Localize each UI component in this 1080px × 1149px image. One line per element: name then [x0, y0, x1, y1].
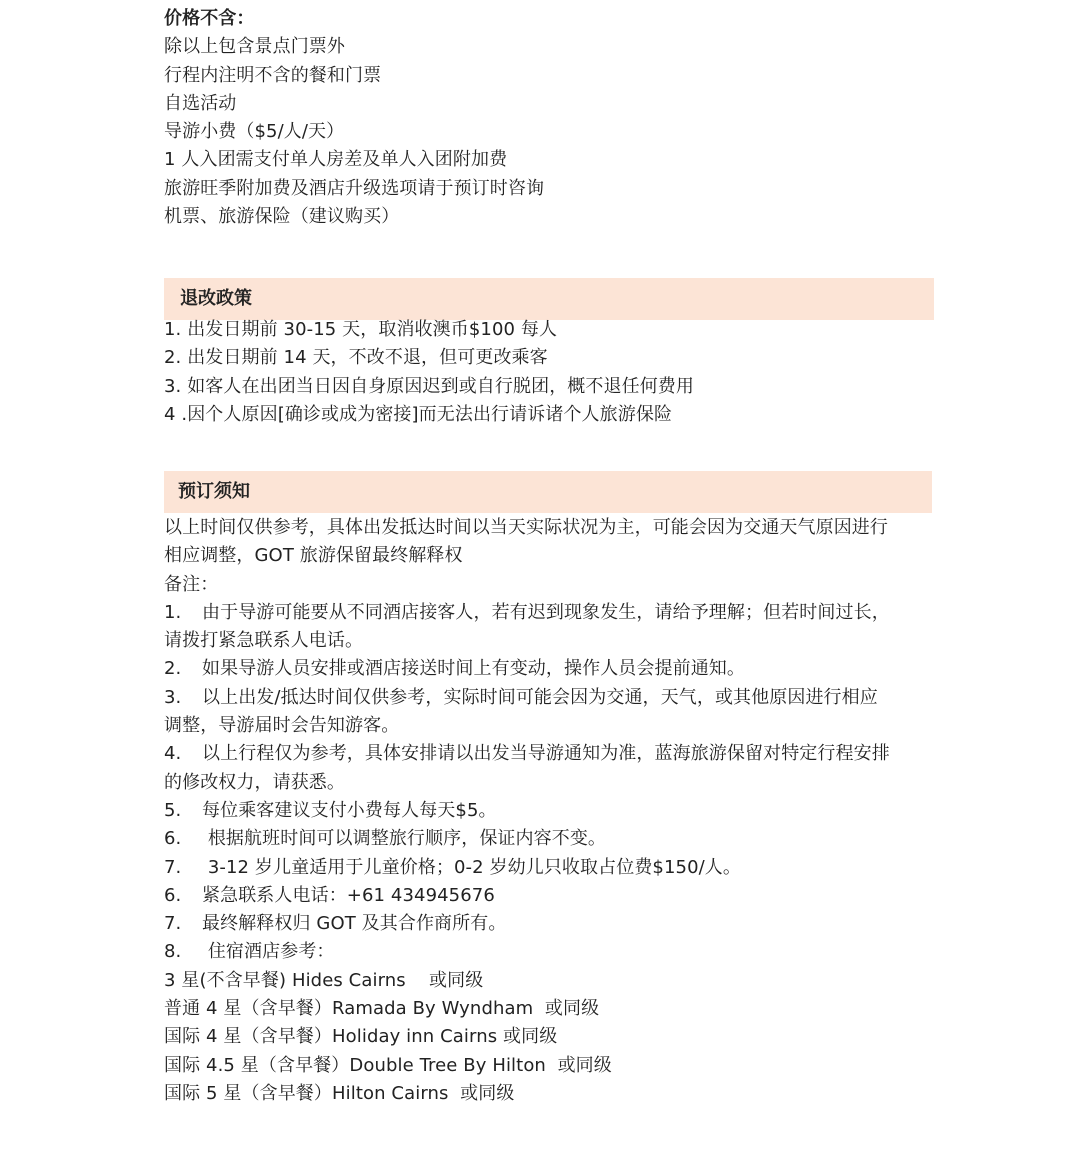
hotel-reference-item: 国际 5 星（含早餐）Hilton Cairns 或同级: [164, 1082, 515, 1104]
price-excludes-section: [164, 5, 934, 231]
hotel-reference-item: 普通 4 星（含早餐）Ramada By Wyndham 或同级: [164, 998, 600, 1020]
note-text: 最终解释权归 GOT 及其合作商所有。: [202, 913, 507, 935]
note-number: 1.: [164, 601, 182, 623]
note-number: 8.: [164, 941, 182, 963]
note-item: [164, 938, 934, 966]
booking-intro-line: 相应调整，GOT 旅游保留最终解释权: [164, 545, 463, 567]
refund-policy-item: 1. 出发日期前 30-15 天，取消收澳币$100 每人: [164, 319, 558, 340]
note-number: 6.: [164, 828, 182, 850]
note-number: 6.: [164, 884, 182, 906]
note-item: [164, 825, 934, 853]
hotel-reference-item: 国际 4 星（含早餐）Holiday inn Cairns 或同级: [164, 1026, 558, 1048]
excluded-item: 除以上包含景点门票外: [164, 36, 345, 58]
note-text: 根据航班时间可以调整旅行顺序，保证内容不变。: [202, 828, 607, 850]
booking-intro-line: 以上时间仅供参考，具体出发抵达时间以当天实际状况为主，可能会因为交通天气原因进行: [164, 517, 888, 538]
note-text: 紧急联系人电话：+61 434945676: [202, 884, 495, 906]
hotel-reference-item: 3 星(不含早餐) Hides Cairns 或同级: [164, 969, 484, 991]
note-text-continued: 的修改权力，请获悉。: [164, 771, 345, 793]
excluded-item: 自选活动: [164, 92, 237, 114]
note-item: [164, 882, 934, 910]
note-number: 7.: [164, 856, 182, 878]
note-text: 以上行程仅为参考，具体安排请以出发当导游通知为准，蓝海旅游保留对特定行程安排: [202, 743, 890, 765]
note-number: 2.: [164, 658, 182, 680]
note-text: 每位乘客建议支付小费每人每天$5。: [202, 799, 497, 821]
refund-policy-section: [164, 316, 934, 429]
price-excludes-title: 价格不含：: [164, 8, 255, 29]
hotel-reference-item: 国际 4.5 星（含早餐）Double Tree By Hilton 或同级: [164, 1054, 612, 1076]
note-text: 如果导游人员安排或酒店接送时间上有变动，操作人员会提前通知。: [202, 658, 745, 680]
refund-policy-item: 4 .因个人原因[确诊或成为密接]而无法出行请诉诸个人旅游保险: [164, 403, 673, 425]
refund-policy-title: 退改政策: [180, 288, 252, 309]
note-text-continued: 请拨打紧急联系人电话。: [164, 630, 364, 652]
booking-notice-title: 预订须知: [178, 481, 250, 502]
excluded-item: 导游小费（$5/人/天）: [164, 121, 345, 143]
note-text-continued: 调整，导游届时会告知游客。: [164, 715, 400, 737]
note-number: 5.: [164, 799, 182, 821]
booking-notice-header: [164, 471, 932, 513]
excluded-item: 1 人入团需支付单人房差及单人入团附加费: [164, 149, 508, 171]
note-number: 3.: [164, 686, 182, 708]
note-item: [164, 854, 934, 882]
note-number: 7.: [164, 913, 182, 935]
note-number: 4.: [164, 743, 182, 765]
excluded-item: 旅游旺季附加费及酒店升级选项请于预订时咨询: [164, 177, 545, 199]
refund-policy-header: [164, 278, 934, 320]
note-item: [164, 910, 934, 938]
note-item: [164, 599, 934, 656]
note-text: 3-12 岁儿童适用于儿童价格；0-2 岁幼儿只收取占位费$150/人。: [202, 856, 741, 878]
note-text: 以上出发/抵达时间仅供参考，实际时间可能会因为交通，天气，或其他原因进行相应: [202, 686, 878, 708]
excluded-item: 行程内注明不含的餐和门票: [164, 64, 382, 86]
note-item: [164, 797, 934, 825]
refund-policy-item: 3. 如客人在出团当日因自身原因迟到或自行脱团，概不退任何费用: [164, 375, 694, 397]
booking-notice-section: [164, 514, 934, 1108]
note-item: [164, 684, 934, 741]
excluded-item: 机票、旅游保险（建议购买）: [164, 206, 400, 228]
note-text: 由于导游可能要从不同酒店接客人，若有迟到现象发生，请给予理解；但若时间过长，: [202, 601, 890, 623]
note-item: [164, 740, 934, 797]
note-item: [164, 655, 934, 683]
remarks-label: 备注：: [164, 573, 219, 595]
refund-policy-item: 2. 出发日期前 14 天，不改不退，但可更改乘客: [164, 347, 548, 369]
note-text: 住宿酒店参考：: [202, 941, 335, 963]
